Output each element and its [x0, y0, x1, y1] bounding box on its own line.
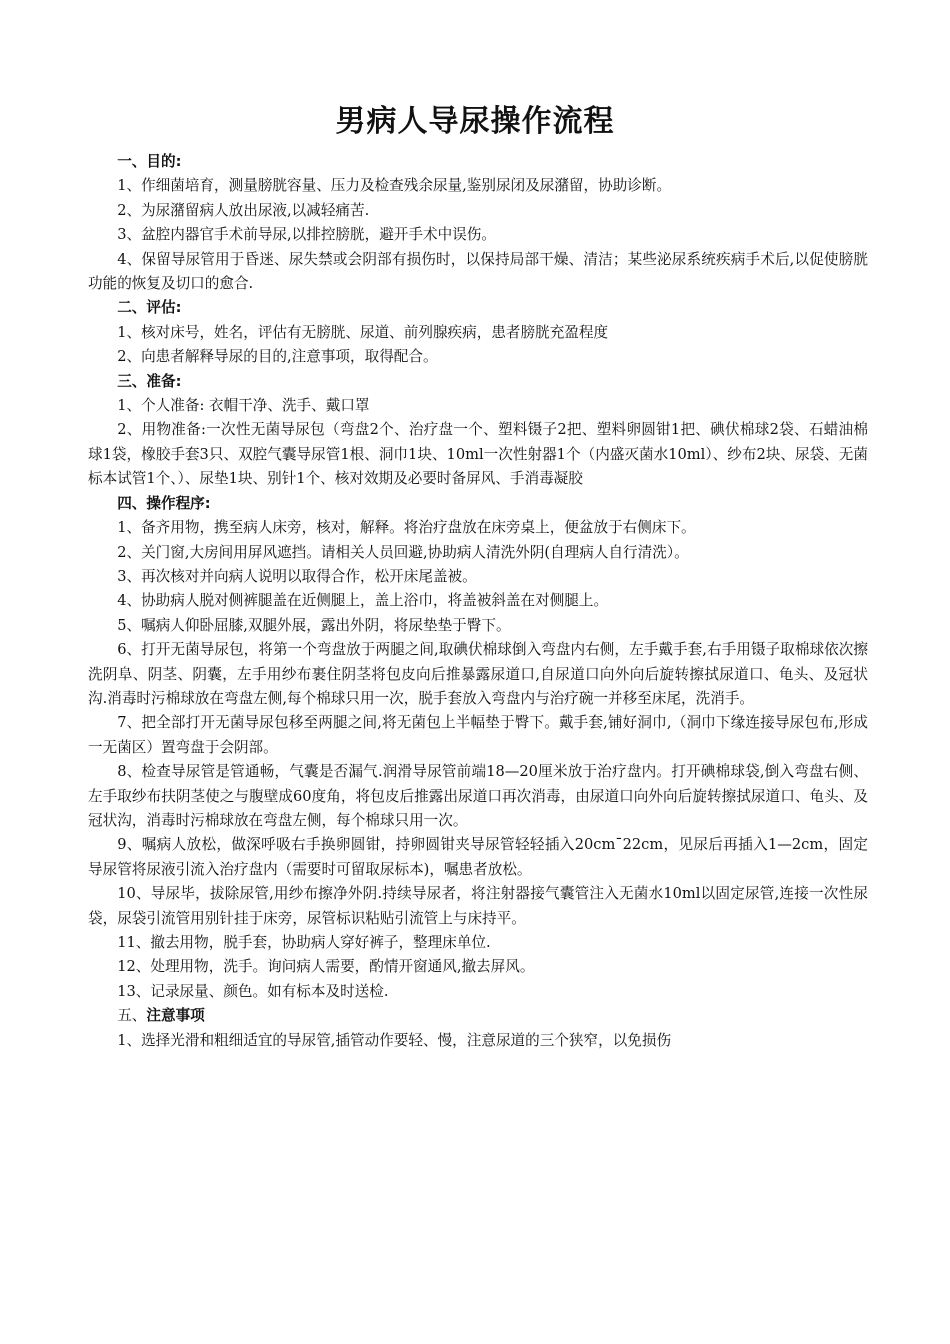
paragraph: 1、备齐用物，携至病人床旁，核对，解释。将治疗盘放在床旁桌上，便盆放于右侧床下。 [117, 519, 696, 537]
paragraph: 5、嘱病人仰卧屈膝,双腿外展，露出外阴，将尿垫垫于臀下。 [117, 616, 511, 634]
paragraph: 4、协助病人脱对侧裤腿盖在近侧腿上，盖上浴巾，将盖被斜盖在对侧腿上。 [117, 592, 609, 610]
paragraph: 1、个人准备: 衣帽干净、洗手、戴口罩 [117, 397, 370, 415]
paragraph: 3、再次核对并向病人说明以取得合作，松开床尾盖被。 [117, 567, 477, 585]
paragraph: 2、为尿潴留病人放出尿液,以减轻痛苦. [117, 201, 370, 219]
paragraph: 2、关门窗,大房间用屏风遮挡。请相关人员回避,协助病人清洗外阴(自理病人自行清洗）。 [117, 543, 689, 561]
section-heading-assessment: 二、评估: [117, 299, 182, 317]
section-heading-preparation: 三、准备: [117, 372, 182, 390]
paragraph: 4、保留导尿管用于昏迷、尿失禁或会阴部有损伤时，以保持局部干燥、清洁；某些泌尿系统疾病手术后,以促使膀胱功能的恢复及切口的愈合. [88, 250, 868, 293]
paragraph: 3、盆腔内器官手术前导尿,以排控膀胱，避开手术中误伤。 [117, 226, 496, 244]
document-body [88, 150, 868, 1053]
paragraph: 13、记录尿量、颜色。如有标本及时送检. [117, 982, 389, 1000]
section-heading-text: 注意事项 [146, 1007, 205, 1025]
paragraph: 2、向患者解释导尿的目的,注意事项，取得配合。 [117, 348, 438, 366]
paragraph: 8、检查导尿管是管通畅，气囊是否漏气.润滑导尿管前端18—20厘米放于治疗盘内。打开碘棉球袋,倒入弯盘右侧、左手取纱布扶阴茎使之与腹壁成60度角，将包皮后推露出尿道口再次消毒，由尿道口向外向后旋转擦拭尿道口、龟头、及冠状沟，消毒时污棉球放在弯盘左侧，每个棉球只用一次。 [88, 763, 868, 829]
paragraph: 9、嘱病人放松，做深呼吸右手换卵圆钳，持卵圆钳夹导尿管轻轻插入20cm¯22cm，见尿后再插入1—2cm，固定导尿管将尿液引流入治疗盘内（需要时可留取尿标本)，嘱患者放松。 [88, 836, 868, 878]
paragraph: 1、作细菌培育，测量膀胱容量、压力及检查残余尿量,鉴别尿闭及尿潴留，协助诊断。 [117, 177, 672, 195]
paragraph: 11、撤去用物，脱手套，协助病人穿好裤子，整理床单位. [117, 934, 491, 951]
paragraph: 12、处理用物，洗手。询问病人需要，酌情开窗通风,撤去屏风。 [117, 958, 535, 976]
paragraph: 6、打开无菌导尿包，将第一个弯盘放于两腿之间,取碘伏棉球倒入弯盘内右侧，左手戴手套,右手用镊子取棉球依次擦洗阴阜、阴茎、阴囊，左手用纱布裹住阴茎将包皮向后推暴露尿道口,自尿道口向外向后旋转擦拭尿道口、龟头、及冠状沟.消毒时污棉球放在弯盘左侧,每个棉球只用一次，脱手套放入弯盘内与治疗碗一并移至床尾，洗消手。 [88, 641, 868, 707]
section-heading-procedure: 四、操作程序: [117, 494, 211, 512]
paragraph: 1、选择光滑和粗细适宜的导尿管,插管动作要轻、慢，注意尿道的三个狭窄，以免损伤 [117, 1031, 672, 1049]
section-heading-purpose: 一、目的: [117, 153, 182, 170]
section-number: 五、 [117, 1007, 147, 1025]
paragraph: 2、用物准备:一次性无菌导尿包（弯盘2个、治疗盘一个、塑料镊子2把、塑料卵圆钳1把、碘伏棉球2袋、石蜡油棉球1袋，橡胶手套3只、双腔气囊导尿管1根、洞巾1块、10ml一次性射器1个（内盛灭菌水10ml）、纱布2块、尿袋、无菌标本试管1个、）、尿垫1块、别针1个、核对效期及必要时备屏风、手消毒凝胶 [88, 421, 868, 488]
paragraph: 10、导尿毕，拔除尿管,用纱布擦净外阴.持续导尿者，将注射器接气囊管注入无菌水10ml以固定尿管,连接一次性尿袋，尿袋引流管用别针挂于床旁，尿管标识粘贴引流管上与床持平。 [88, 885, 868, 927]
section-heading-precautions [88, 1004, 868, 1028]
paragraph: 7、把全部打开无菌导尿包移至两腿之间,将无菌包上半幅垫于臀下。戴手套,铺好洞巾,（洞巾下缘连接导尿包布,形成一无菌区）置弯盘于会阴部。 [88, 714, 868, 756]
paragraph: 1、核对床号，姓名，评估有无膀胱、尿道、前列腺疾病，患者膀胱充盈程度 [117, 323, 609, 341]
page-title: 男病人导尿操作流程 [335, 104, 615, 139]
